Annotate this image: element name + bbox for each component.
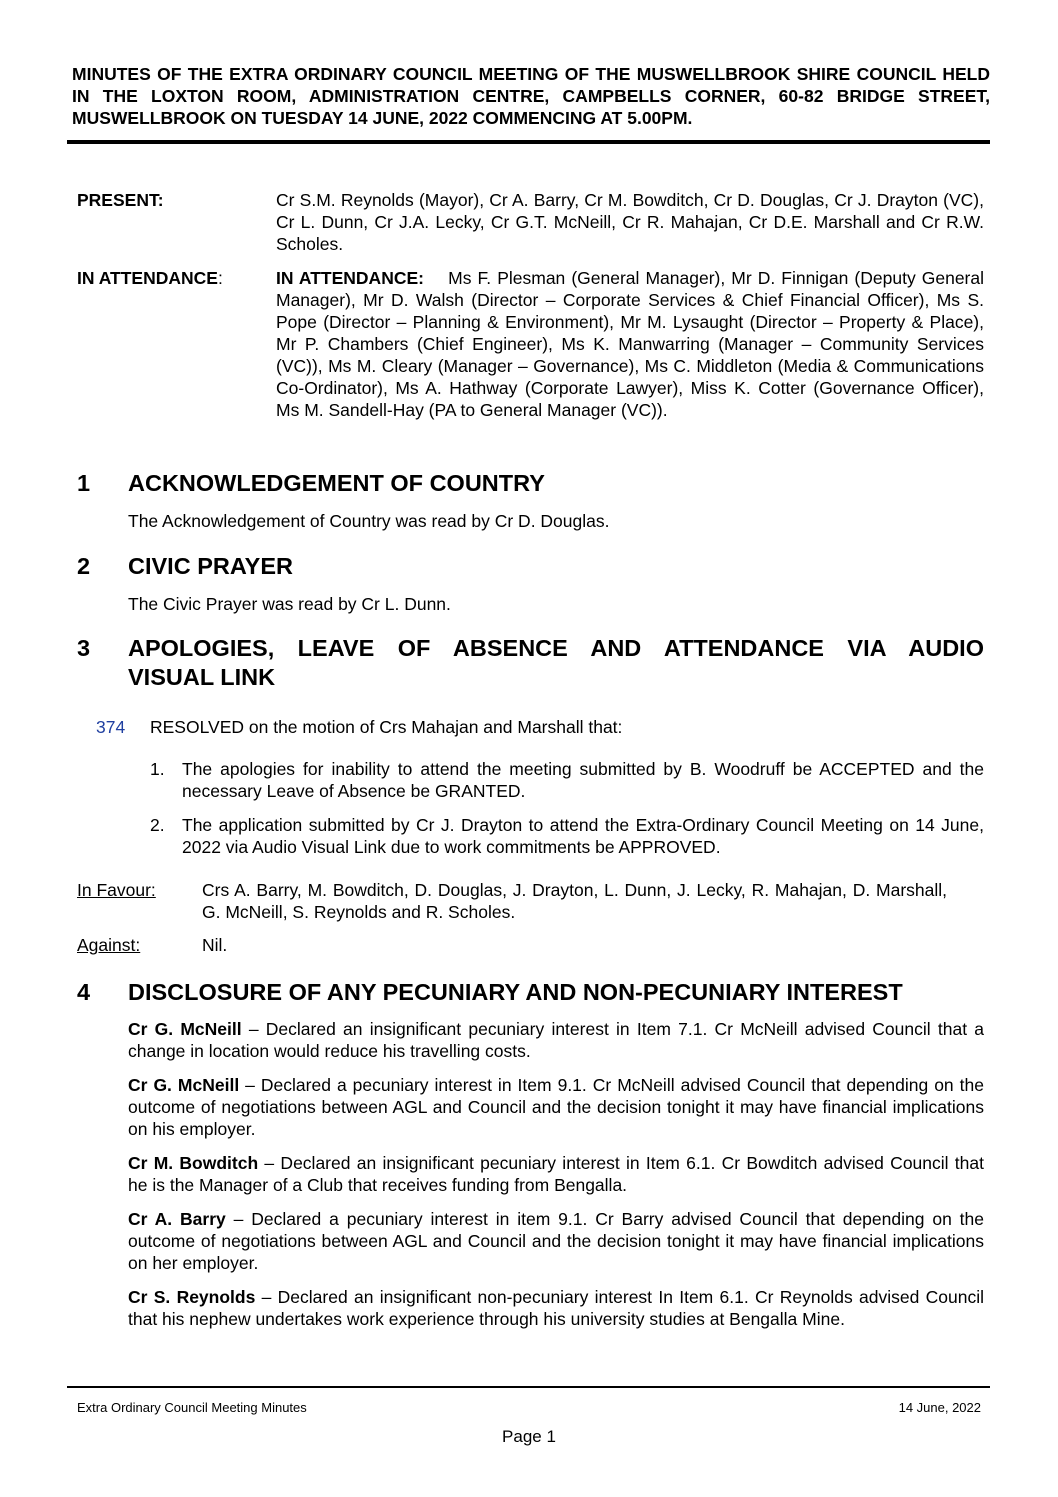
footer-date: 14 June, 2022: [898, 1400, 981, 1415]
section-title-line2: VISUAL LINK: [128, 664, 276, 690]
section-title: DISCLOSURE OF ANY PECUNIARY AND NON-PECUNIARY INTEREST: [128, 979, 903, 1005]
section-title: ACKNOWLEDGEMENT OF COUNTRY: [128, 470, 545, 496]
disclosure-text: – Declared a pecuniary interest in item 9.1. Cr Barry advised Council that depending on the outcome of negotiations between AGL and Council and the decision tonight it may have financial implications on her employer.: [128, 1209, 984, 1273]
disclosure-text: – Declared an insignificant non-pecuniary interest In Item 6.1. Cr Reynolds advised Council that his nephew undertakes work experience through his university studies at Bengalla Mine.: [128, 1287, 985, 1329]
attendance-list: Ms F. Plesman (General Manager), Mr D. Finnigan (Deputy General Manager), Mr D. Walsh (Director – Corporate Services & Chief Financial Officer), Ms S. Pope (Director – Planning & Environment), Mr M. Lysaught (Director – Property & Place), Mr P. Chambers (Chief Engineer), Ms K. Manwarring (Manager – Community Services (VC)), Ms M. Cleary (Manager – Governance), Ms C. Middleton (Media & Communications Co-Ordinator), Ms A. Hathway (Corporate Lawyer), Miss K. Cotter (Governance Officer), Ms M. Sandell-Hay (PA to General Manager (VC)).: [276, 268, 985, 420]
resolution-text: RESOLVED on the motion of Crs Mahajan and Marshall that:: [150, 717, 623, 737]
councillor-name: Cr A. Barry: [128, 1209, 226, 1229]
footer-divider: [67, 1386, 990, 1388]
councillor-name: Cr G. McNeill: [128, 1075, 240, 1095]
present-text: Cr S.M. Reynolds (Mayor), Cr A. Barry, Cr M. Bowditch, Cr D. Douglas, Cr J. Drayton (VC), Cr L. Dunn, Cr J.A. Lecky, Cr G.T. McNeill, Cr R. Mahajan, Cr D.E. Marshall and Cr R.W. Scholes.: [276, 190, 984, 254]
disclosure-item: [128, 1208, 984, 1274]
item-text: The apologies for inability to attend the meeting submitted by B. Woodruff be ACCEPTED and the necessary Leave of Absence be GRANTED.: [182, 759, 984, 801]
item-number: 2.: [150, 815, 165, 835]
against-value: Nil.: [202, 935, 228, 955]
disclosure-item: [128, 1152, 984, 1196]
disclosure-text: – Declared an insignificant pecuniary interest in Item 6.1. Cr Bowditch advised Council that he is the Manager of a Club that receives funding from Bengalla.: [128, 1153, 984, 1195]
page-number: Page 1: [502, 1427, 556, 1446]
item-text: The application submitted by Cr J. Drayton to attend the Extra-Ordinary Council Meeting on 14 June, 2022 via Audio Visual Link due to work commitments be APPROVED.: [182, 815, 984, 857]
disclosure-text: – Declared a pecuniary interest in Item 9.1. Cr McNeill advised Council that depending on the outcome of negotiations between AGL and Council and the decision tonight it may have financial implications on his employer.: [128, 1075, 984, 1139]
in-favour-list: Crs A. Barry, M. Bowditch, D. Douglas, J. Drayton, L. Dunn, J. Lecky, R. Mahajan, D. Marshall, G. McNeill, S. Reynolds and R. Scholes.: [202, 880, 947, 922]
attendance-inline-label: IN ATTENDANCE:: [276, 268, 424, 288]
attendance-text: [276, 267, 984, 421]
councillor-name: Cr G. McNeill: [128, 1019, 242, 1039]
section-number: 3: [77, 635, 91, 661]
in-favour-label: In Favour:: [77, 880, 156, 900]
footer-document-title: Extra Ordinary Council Meeting Minutes: [77, 1400, 307, 1415]
present-label: PRESENT:: [77, 190, 164, 210]
resolution-number: 374: [96, 717, 126, 737]
section-title-line1: APOLOGIES, LEAVE OF ABSENCE AND ATTENDANCE VIA AUDIO: [128, 635, 984, 661]
header-divider: [67, 140, 990, 144]
disclosure-text: – Declared an insignificant pecuniary interest in Item 7.1. Cr McNeill advised Council that a change in location would reduce his travelling costs.: [128, 1019, 984, 1061]
section-body-1: The Acknowledgement of Country was read by Cr D. Douglas.: [128, 511, 610, 531]
section-number: 2: [77, 553, 91, 579]
councillor-name: Cr M. Bowditch: [128, 1153, 259, 1173]
attendance-label: IN ATTENDANCE:: [77, 268, 223, 288]
section-number: 1: [77, 470, 91, 496]
item-number: 1.: [150, 759, 165, 779]
disclosure-item: [128, 1074, 984, 1140]
minutes-header: MINUTES OF THE EXTRA ORDINARY COUNCIL MEETING OF THE MUSWELLBROOK SHIRE COUNCIL HELD IN THE LOXTON ROOM, ADMINISTRATION CENTRE, CAMPBELLS CORNER, 60-82 BRIDGE STREET, MUSWELLBROOK ON TUESDAY 14 JUNE, 2022 COMMENCING AT 5.00PM.: [72, 64, 990, 128]
section-body-2: The Civic Prayer was read by Cr L. Dunn.: [128, 594, 451, 614]
section-number: 4: [77, 979, 91, 1005]
councillor-name: Cr S. Reynolds: [128, 1287, 256, 1307]
section-title: CIVIC PRAYER: [128, 553, 293, 579]
disclosure-item: [128, 1018, 984, 1062]
against-label: Against:: [77, 935, 141, 955]
disclosure-item: [128, 1286, 984, 1330]
